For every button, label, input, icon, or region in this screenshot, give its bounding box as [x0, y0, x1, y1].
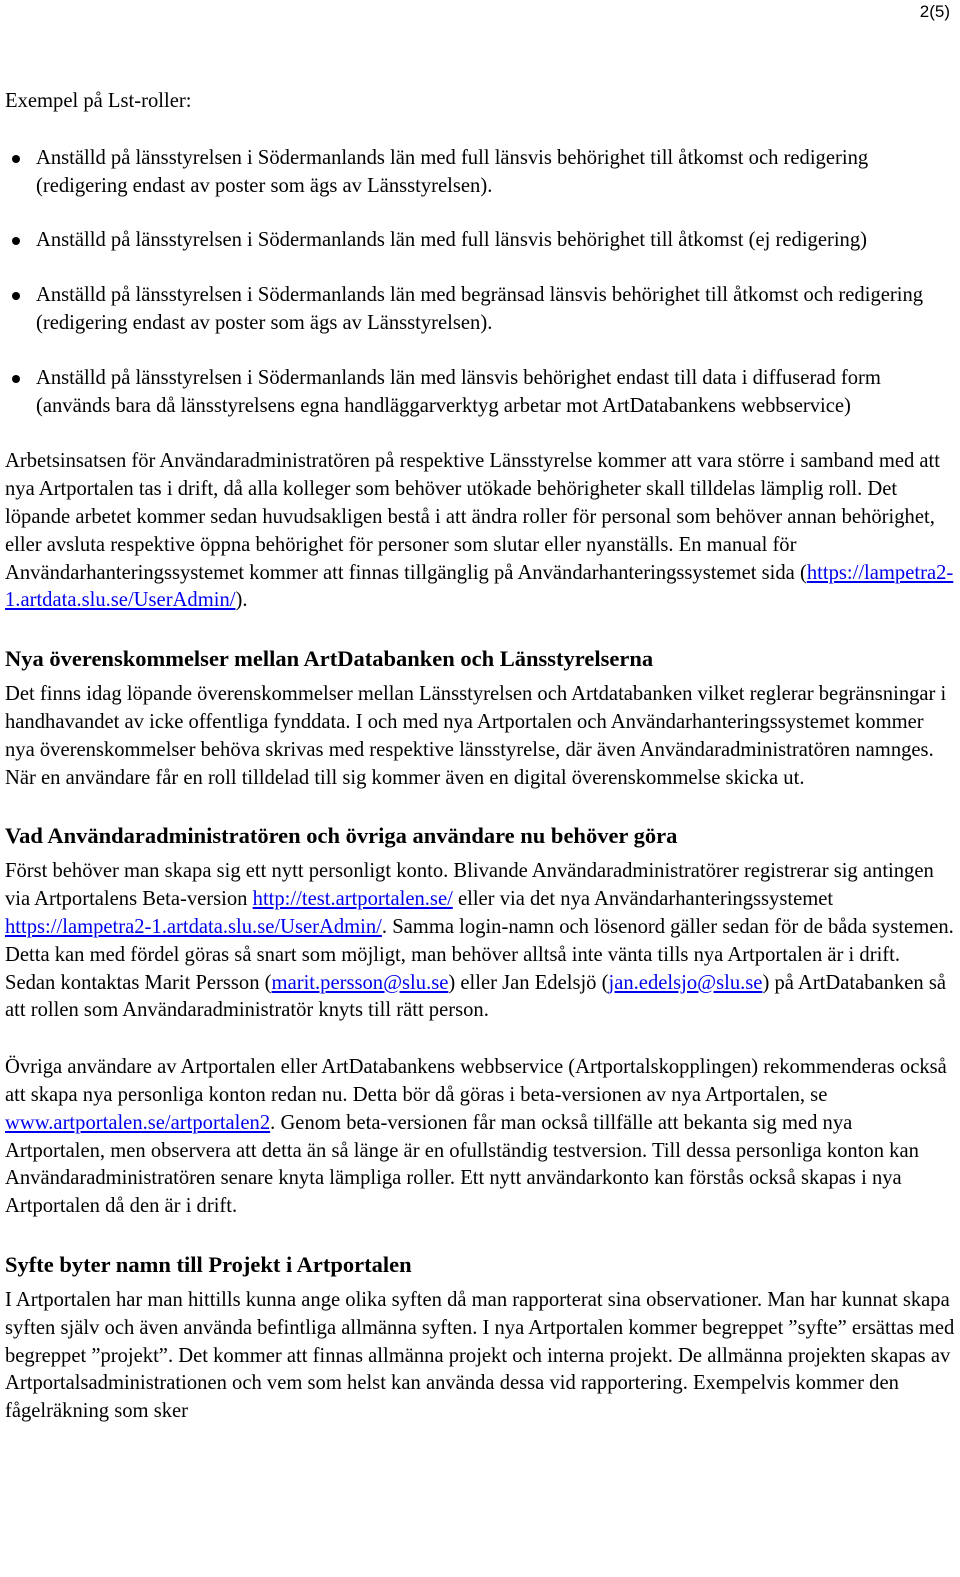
- section-heading-agreements: Nya överenskommelser mellan ArtDatabanken och Länsstyrelserna: [5, 646, 654, 672]
- paragraph-text: . Genom beta-versionen får man också tillfälle att bekanta sig med nya Artportalen, men observera att detta än så länge är en ofullständig testversion. Till dessa personliga konton kan Användaradministratören senare knyta lämpliga roller. Ett nytt användarkonto kan förstås också skapas i nya Artportalen då den är i drift.: [5, 1111, 919, 1218]
- useradmin-link-2[interactable]: https://lampetra2-1.artdata.slu.se/UserAdmin/: [5, 915, 382, 938]
- email-link-jan[interactable]: jan.edelsjo@slu.se: [608, 971, 763, 994]
- document-body: [5, 88, 955, 1426]
- bullet-icon: [12, 375, 20, 383]
- paragraph-text: ) på ArtDatabanken så att rollen som Användaradministratör knyts till rätt person.: [5, 971, 947, 1022]
- list-item-text: Anställd på länsstyrelsen i Södermanlands län med full länsvis behörighet till åtkomst (ej redigering): [36, 229, 868, 252]
- role-list: [5, 145, 955, 421]
- list-item: [5, 365, 955, 421]
- paragraph-text: Övriga användare av Artportalen eller ArtDatabankens webbservice (Artportalskopplingen) rekommenderas också att skapa nya personliga konton redan nu. Detta bör då göras i beta-versionen av nya Artportalen, se: [5, 1056, 947, 1106]
- bullet-icon: [12, 237, 20, 245]
- section-heading-purpose: Syfte byter namn till Projekt i Artportalen: [5, 1251, 412, 1277]
- list-item: [5, 227, 955, 255]
- paragraph-text: Arbetsinsatsen för Användaradministratören på respektive Länsstyrelse kommer att vara större i samband med att nya Artportalen tas i drift, då alla kolleger som behöver utökade behörigheter skall tilldelas lämplig roll. Det löpande arbetet kommer sedan huvudsakligen bestå i att ändra roller för personal som behöver annan behörighet, eller avsluta respektive öppna behörighet för personer som slutar eller nyanställs. En manual för Användarhanteringssystemet kommer att finnas tillgänglig på Användarhanteringssystemet sida (: [5, 450, 941, 584]
- paragraph-text: Först behöver man skapa sig ett nytt personligt konto. Blivande Användaradministratörer registrerar sig antingen via Artportalens Beta-version: [5, 860, 934, 911]
- beta-link[interactable]: http://test.artportalen.se/: [252, 888, 453, 911]
- useradmin-link[interactable]: https://lampetra2-1.artdata.slu.se/UserAdmin/: [5, 561, 954, 612]
- list-item: [5, 282, 955, 338]
- bullet-icon: [12, 292, 20, 300]
- workload-paragraph: [5, 448, 955, 615]
- page-number: 2(5): [919, 2, 950, 21]
- list-item: [5, 145, 955, 201]
- paragraph-text: eller via det nya Användarhanteringssystemet: [452, 888, 834, 911]
- list-item-text: Anställd på länsstyrelsen i Södermanlands län med länsvis behörighet endast till data i diffuserad form (används bara då länsstyrelsens egna handläggarverktyg arbetar mot ArtDatabankens webbservice): [36, 366, 881, 417]
- paragraph-text: . Samma login-namn och lösenord gäller sedan för de båda systemen. Detta kan med fördel göras så snart som möjligt, man behöver alltså inte vänta tills nya Artportalen är i drift. Sedan kontaktas Marit Persson (: [5, 915, 954, 994]
- section-heading-actions: Vad Användaradministratören och övriga användare nu behöver göra: [5, 823, 678, 849]
- actions-paragraph-1: [5, 858, 955, 1025]
- bullet-icon: [12, 155, 20, 163]
- email-link-marit[interactable]: marit.persson@slu.se: [271, 971, 449, 994]
- purpose-paragraph: I Artportalen har man hittills kunna ange olika syften då man rapporterat sina observationer. Man har kunnat skapa syften själv och även använda befintliga allmänna syften. I nya Artportalen kommer begreppet ”syfte” ersättas med begreppet ”projekt”. Det kommer att finnas allmänna projekt och interna projekt. De allmänna projekten skapas av Artportalsadministrationen och vem som helst kan använda dessa vid rapportering. Exempelvis kommer den fågelräkning som sker: [5, 1288, 955, 1423]
- paragraph-text: ).: [235, 589, 248, 612]
- actions-paragraph-2: [5, 1054, 955, 1221]
- list-item-text: Anställd på länsstyrelsen i Södermanlands län med begränsad länsvis behörighet till åtkomst och redigering (redigering endast av poster som ägs av Länsstyrelsen).: [36, 284, 924, 334]
- artportalen2-link[interactable]: www.artportalen.se/artportalen2: [5, 1111, 271, 1134]
- agreements-paragraph: Det finns idag löpande överenskommelser mellan Länsstyrelsen och Artdatabanken vilket reglerar begränsningar i handhavandet av icke offentliga fynddata. I och med nya Artportalen och Användarhanteringssystemet kommer nya överenskommelser behöva skrivas med respektive länsstyrelse, där även Användaradministratören namnges. När en användare får en roll tilldelad till sig kommer även en digital överenskommelse skicka ut.: [5, 683, 947, 789]
- paragraph-text: ) eller Jan Edelsjö (: [448, 971, 609, 994]
- intro-text: Exempel på Lst-roller:: [5, 90, 192, 112]
- list-item-text: Anställd på länsstyrelsen i Södermanlands län med full länsvis behörighet till åtkomst och redigering (redigering endast av poster som ägs av Länsstyrelsen).: [36, 146, 869, 197]
